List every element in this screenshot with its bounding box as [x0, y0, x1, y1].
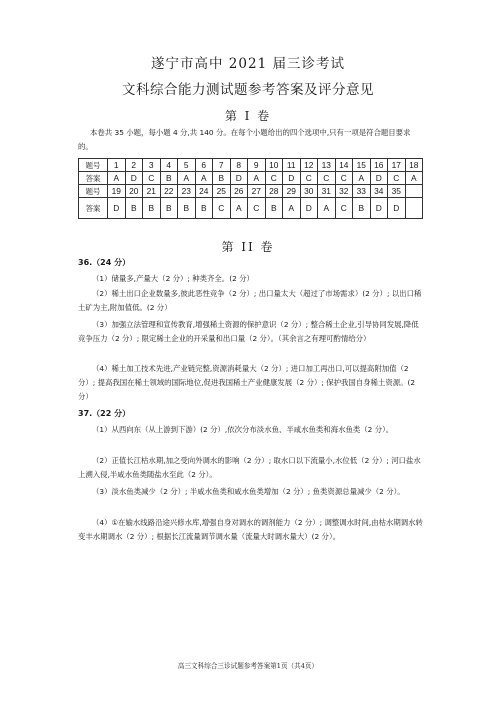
answer-cell: B	[353, 198, 371, 219]
question-number-cell: 28	[265, 185, 283, 198]
question-number-cell: 34	[370, 185, 388, 198]
answer-cell: D	[388, 198, 406, 219]
q37-answer-4: （4）①在输水线路沿途兴修水库,增强自身对调水的调剂能力（2 分）; 调整调水时间,由枯水期调水转变丰水期调水（2 分）; 根据长江流量调节调水量（流量大时调水量大）(2 分）。	[78, 518, 423, 541]
question-number-cell: 27	[248, 185, 266, 198]
answer-table-row	[79, 172, 423, 185]
answer-cell: C	[318, 172, 336, 185]
page-footer: 高三文科综合三诊试题参考答案第1页（共4页）	[177, 662, 319, 670]
answer-cell: A	[230, 198, 248, 219]
part1-intro-text: 本卷共 35 小题，每小题 4 分,共 140 分。在每个小题给出的四个选项中,只有一项是符合题目要求的。	[78, 128, 411, 151]
answer-cell: C	[265, 172, 283, 185]
part2-heading: 第 II 卷	[221, 240, 275, 254]
answer-table-row	[79, 185, 423, 198]
q37-answer-3: （3）淡水鱼类减少（2 分）; 半咸水鱼类和咸水鱼类增加（2 分）; 鱼类资源总量减少（2 分）。	[92, 487, 405, 496]
answer-cell: B	[143, 198, 161, 219]
answer-cell: B	[178, 198, 196, 219]
exam-subtitle: 文科综合能力测试题参考答案及评分意见	[122, 82, 374, 98]
answer-cell: A	[318, 198, 336, 219]
question-number-cell: 17	[388, 159, 406, 172]
answer-cell: C	[388, 172, 406, 185]
answer-cell: A	[405, 172, 423, 185]
question-number-cell: 30	[300, 185, 318, 198]
answer-cell: A	[248, 172, 266, 185]
exam-title: 遂宁市高中 2021 届三诊考试	[151, 56, 345, 72]
row-label-question: 题号	[79, 159, 108, 172]
answer-cell: B	[213, 172, 231, 185]
question-number-cell: 25	[213, 185, 231, 198]
answer-cell: D	[230, 172, 248, 185]
answer-cell: B	[160, 198, 178, 219]
q37-answer-1: （1）从西向东（从上游到下游）(2 分）,依次分布淡水鱼、半咸水鱼类和海水鱼类（2 分）。	[92, 425, 394, 434]
answer-cell	[405, 198, 423, 219]
answer-cell: B	[195, 198, 213, 219]
question-number-cell: 6	[195, 159, 213, 172]
question-number-cell: 12	[300, 159, 318, 172]
answer-cell: D	[370, 198, 388, 219]
question-number-cell: 8	[230, 159, 248, 172]
answer-cell: C	[300, 172, 318, 185]
row-label-question: 题号	[79, 185, 108, 198]
answer-cell: C	[143, 172, 161, 185]
question-number-cell: 26	[230, 185, 248, 198]
answer-cell: A	[195, 172, 213, 185]
row-label-answer: 答案	[79, 198, 108, 219]
answer-cell: D	[370, 172, 388, 185]
question-number-cell: 10	[265, 159, 283, 172]
question-number-cell: 32	[335, 185, 353, 198]
q36-heading: 36.（24 分）	[78, 258, 131, 267]
question-number-cell: 11	[283, 159, 301, 172]
answer-cell: D	[283, 172, 301, 185]
answer-cell: A	[283, 198, 301, 219]
answer-cell: D	[125, 172, 143, 185]
question-number-cell: 29	[283, 185, 301, 198]
question-number-cell: 35	[388, 185, 406, 198]
answer-table-row	[79, 159, 423, 172]
question-number-cell: 19	[108, 185, 126, 198]
row-label-answer: 答案	[79, 172, 108, 185]
answer-table-row	[79, 198, 423, 219]
question-number-cell: 4	[160, 159, 178, 172]
part1-intro	[78, 126, 423, 154]
answer-cell: A	[353, 172, 371, 185]
question-number-cell: 18	[405, 159, 423, 172]
answer-cell: B	[125, 198, 143, 219]
question-number-cell: 23	[178, 185, 196, 198]
q37-heading: 37.（22 分）	[78, 409, 131, 418]
question-number-cell: 3	[143, 159, 161, 172]
q36-answer-3: （3）加强立法管理和宣传教育,增强稀土资源的保护意识（2 分）; 整合稀土企业,引导协同发展,降低竞争压力（2 分）; 限定稀土企业的开采量和出口量（2 分）。（其余言之有理可酌情给分）	[78, 320, 419, 343]
question-number-cell: 7	[213, 159, 231, 172]
answer-cell: D	[108, 198, 126, 219]
question-number-cell: 21	[143, 185, 161, 198]
answer-cell: C	[213, 198, 231, 219]
q36-answer-4: （4）稀土加工技术先进,产业链完整,资源消耗量大（2 分）; 进口加工再出口,可以提高附加值（2 分）; 提高我国在稀土领域的国际地位,促进我国稀土产业健康发展（2 分）; 保护我国自身稀土资源。(2 分）	[78, 364, 416, 401]
q37-answer-2: （2）正值长江枯水期,加之受向外调水的影响（2 分）; 取水口以下流量小,水位低（2 分）; 河口盐水上溯入侵,半咸水鱼类随盐水至此（2 分）。	[78, 456, 421, 479]
question-number-cell: 13	[318, 159, 336, 172]
q36-answer-1: （1）储量多,产量大（2 分）; 种类齐全。(2 分）	[92, 274, 254, 283]
answer-cell: D	[300, 198, 318, 219]
q36-answer-2: （2）稀土出口企业数量多,彼此恶性竞争（2 分）; 出口量太大（超过了市场需求）(2 分）; 以出口稀土矿为主,附加值低。(2 分）	[78, 289, 422, 312]
question-number-cell: 22	[160, 185, 178, 198]
question-number-cell: 24	[195, 185, 213, 198]
question-number-cell: 31	[318, 185, 336, 198]
answer-cell: B	[265, 198, 283, 219]
question-number-cell: 2	[125, 159, 143, 172]
part1-heading: 第 I 卷	[224, 109, 272, 123]
question-number-cell: 15	[353, 159, 371, 172]
answer-table	[78, 158, 423, 219]
question-number-cell: 5	[178, 159, 196, 172]
question-number-cell: 33	[353, 185, 371, 198]
question-number-cell	[405, 185, 423, 198]
answer-cell: C	[335, 172, 353, 185]
question-number-cell: 14	[335, 159, 353, 172]
answer-cell: A	[178, 172, 196, 185]
answer-cell: C	[335, 198, 353, 219]
question-number-cell: 1	[108, 159, 126, 172]
question-number-cell: 16	[370, 159, 388, 172]
answer-cell: C	[248, 198, 266, 219]
question-number-cell: 9	[248, 159, 266, 172]
question-number-cell: 20	[125, 185, 143, 198]
answer-cell: B	[160, 172, 178, 185]
answer-cell: A	[108, 172, 126, 185]
